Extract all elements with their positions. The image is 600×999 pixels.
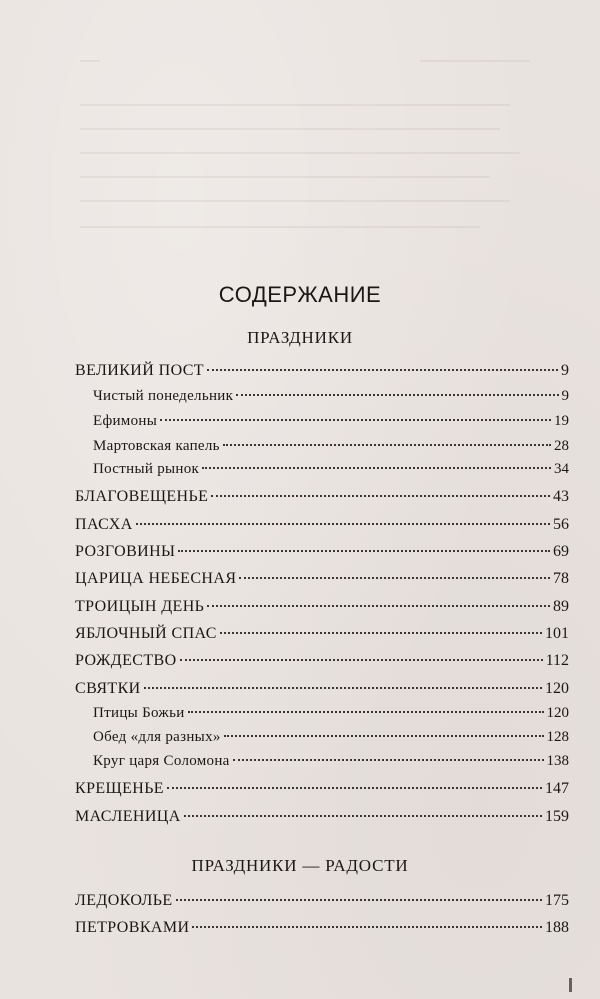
toc-page-number: 56: [553, 516, 569, 533]
toc-entry[interactable]: [75, 361, 569, 381]
show-through-mark: [80, 128, 500, 130]
toc-subentry[interactable]: [93, 411, 569, 431]
toc-entry-title: ПЕТРОВКАМИ: [75, 919, 190, 936]
toc-entry[interactable]: [75, 487, 569, 507]
show-through-mark: [80, 60, 100, 62]
toc-page-number: 43: [553, 488, 569, 505]
dot-leader: [207, 369, 558, 371]
toc-entry-title: ПАСХА: [75, 516, 133, 533]
dot-leader: [176, 899, 542, 901]
toc-page-number: 159: [545, 808, 569, 825]
toc-page-number: 19: [554, 413, 569, 429]
toc-entry-title: БЛАГОВЕЩЕНЬЕ: [75, 488, 209, 505]
toc-page-number: 120: [546, 705, 569, 721]
toc-page-number: 28: [554, 438, 569, 454]
show-through-mark: [80, 200, 510, 202]
toc-entry-title: ТРОИЦЫН ДЕНЬ: [75, 598, 205, 615]
toc-entry-title: МАСЛЕНИЦА: [75, 808, 181, 825]
dot-leader: [184, 815, 542, 817]
toc-page-number: 9: [561, 388, 569, 404]
section-heading: ПРАЗДНИКИ — РАДОСТИ: [191, 856, 409, 875]
toc-entry[interactable]: [75, 891, 569, 911]
show-through-mark: [80, 152, 520, 154]
toc-entry-title: ЦАРИЦА НЕБЕСНАЯ: [75, 570, 237, 587]
dot-leader: [211, 495, 550, 497]
dot-leader: [188, 711, 544, 713]
toc-page-number: 101: [545, 625, 569, 642]
dot-leader: [239, 577, 550, 579]
toc-entry-title: КРЕЩЕНЬЕ: [75, 780, 164, 797]
toc-entry-title: Постный рынок: [93, 461, 200, 477]
toc-entry-title: ЛЕДОКОЛЬЕ: [75, 892, 173, 909]
toc-page-number: 34: [554, 461, 569, 477]
dot-leader: [236, 394, 558, 396]
toc-entry[interactable]: [75, 807, 569, 827]
show-through-mark: [420, 60, 530, 62]
toc-entry-title: Обед «для разных»: [93, 729, 221, 745]
toc-entry[interactable]: [75, 542, 569, 562]
show-through-mark: [80, 176, 490, 178]
dot-leader: [180, 659, 543, 661]
section-heading: ПРАЗДНИКИ: [247, 328, 353, 347]
show-through-mark: [80, 104, 510, 106]
toc-page-number: 138: [546, 753, 569, 769]
dot-leader: [233, 759, 544, 761]
toc-entry-title: Круг царя Соломона: [93, 753, 230, 769]
page-title: СОДЕРЖАНИЕ: [218, 282, 382, 307]
toc-entry[interactable]: [75, 515, 569, 535]
dot-leader: [223, 444, 551, 446]
toc-page-number: 9: [561, 362, 569, 379]
dot-leader: [220, 632, 542, 634]
dot-leader: [167, 787, 542, 789]
toc-subentry[interactable]: [93, 727, 569, 747]
toc-entry-title: ЯБЛОЧНЫЙ СПАС: [75, 625, 217, 642]
page-edge-mark: [569, 978, 572, 992]
toc-entry-title: ВЕЛИКИЙ ПОСТ: [75, 362, 204, 379]
toc-entry-title: Птицы Божьи: [93, 705, 185, 721]
toc-page-number: 175: [545, 892, 569, 909]
toc-page-number: 69: [553, 543, 569, 560]
toc-page-number: 78: [553, 570, 569, 587]
toc-subentry[interactable]: [93, 751, 569, 771]
toc-entry[interactable]: [75, 597, 569, 617]
toc-subentry[interactable]: [93, 459, 569, 479]
toc-entry[interactable]: [75, 624, 569, 644]
toc-page-number: 128: [546, 729, 569, 745]
dot-leader: [136, 523, 550, 525]
toc-entry-title: РОЗГОВИНЫ: [75, 543, 176, 560]
toc-entry[interactable]: [75, 779, 569, 799]
toc-subentry[interactable]: [93, 436, 569, 456]
dot-leader: [207, 605, 550, 607]
dot-leader: [178, 550, 550, 552]
toc-page-number: 120: [545, 680, 569, 697]
toc-entry[interactable]: [75, 651, 569, 671]
toc-entry[interactable]: [75, 569, 569, 589]
toc-entry-title: Ефимоны: [93, 413, 158, 429]
toc-entry[interactable]: [75, 679, 569, 699]
dot-leader: [144, 687, 542, 689]
toc-page-number: 188: [545, 919, 569, 936]
dot-leader: [192, 926, 542, 928]
show-through-mark: [80, 226, 480, 228]
toc-page-number: 89: [553, 598, 569, 615]
toc-page-number: 147: [545, 780, 569, 797]
toc-page-number: 112: [545, 652, 569, 669]
toc-subentry[interactable]: [93, 703, 569, 723]
toc-entry-title: РОЖДЕСТВО: [75, 652, 177, 669]
toc-entry[interactable]: [75, 918, 569, 938]
dot-leader: [160, 419, 551, 421]
dot-leader: [202, 467, 551, 469]
dot-leader: [224, 735, 544, 737]
toc-entry-title: СВЯТКИ: [75, 680, 141, 697]
toc-entry-title: Чистый понедельник: [93, 388, 234, 404]
toc-entry-title: Мартовская капель: [93, 438, 220, 454]
toc-subentry[interactable]: [93, 386, 569, 406]
